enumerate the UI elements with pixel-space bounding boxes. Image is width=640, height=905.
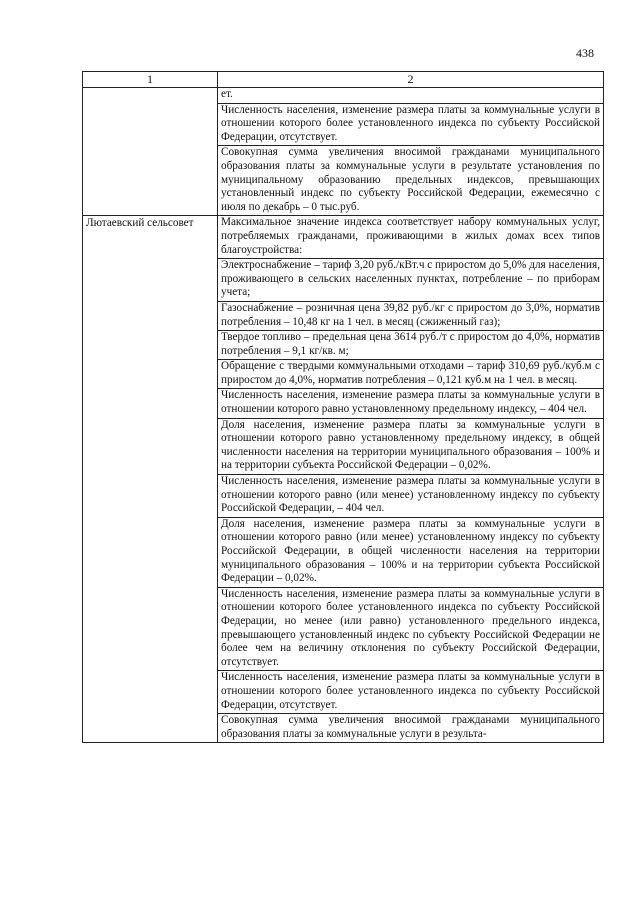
- paragraph: Газоснабжение – розничная цена 39,82 руб./кг с приростом до 3,0%, норматив потребления – 10,48 кг на 1 чел. в месяц (сжиженный газ);: [221, 301, 600, 328]
- table-row: [83, 216, 604, 743]
- paragraph: Численность населения, изменение размера платы за коммунальные услуги в отношении которого более установленного индекса по субъекту Российской Федерации, но менее (или равно) установленного предельного индекса, превышающего установленный индекс по субъекту Российской Федерации не более чем на величину отклонения по субъекту Российской Федерации, отсутствует.: [221, 587, 600, 668]
- municipality-cell: [83, 216, 218, 743]
- column-header-2: 2: [218, 72, 604, 88]
- paragraph: Численность населения, изменение размера платы за коммунальные услуги в отношении которого более установленного индекса по субъекту Российской Федерации, отсутствует.: [221, 103, 600, 143]
- paragraph: Доля населения, изменение размера платы за коммунальные услуги в отношении которого равно установленному предельному индексу, в общей численности населения на территории муниципального образования – 100% и на территории субъекта Российской Федерации – 0,02%.: [221, 418, 600, 472]
- description-cell: [218, 88, 604, 216]
- page-number: 438: [576, 46, 594, 60]
- table-row: [83, 88, 604, 216]
- column-header-1: 1: [83, 72, 218, 88]
- paragraph: Твердое топливо – предельная цена 3614 руб./т с приростом до 4,0%, норматив потребления – 9,1 кг/кв. м;: [221, 331, 600, 357]
- paragraph: Совокупная сумма увеличения вносимой гражданами муниципального образования платы за коммунальные услуги в результате установления по муниципальному образованию предельных индексов, превышающих установленный индекс по субъекту Российской Федерации, ежемесячно с июля по декабрь – 0 тыс.руб.: [221, 146, 600, 213]
- paragraph: Численность населения, изменение размера платы за коммунальные услуги в отношении которого более установленного индекса по субъекту Российской Федерации, отсутствует.: [221, 671, 600, 711]
- municipality-name: Лютаевский сельсовет: [86, 217, 194, 230]
- paragraph: ет.: [221, 88, 233, 100]
- paragraph: Максимальное значение индекса соответствует набору коммунальных услуг, потребляемых гражданами, проживающими в жилых домах всех типов благоустройства:: [221, 216, 600, 256]
- data-table: [82, 71, 604, 743]
- description-cell: [218, 216, 604, 743]
- table-header-row: [83, 72, 604, 88]
- paragraph: Численность населения, изменение размера платы за коммунальные услуги в отношении которого равно (или менее) установленному индексу по субъекту Российской Федерации, – 404 чел.: [221, 475, 600, 515]
- municipality-name: [86, 88, 214, 89]
- paragraph: Численность населения, изменение размера платы за коммунальные услуги в отношении которого равно установленному предельному индексу, – 404 чел.: [221, 389, 600, 416]
- paragraph: Доля населения, изменение размера платы за коммунальные услуги в отношении которого равно (или менее) установленному индексу по субъекту Российской Федерации, в общей численности населения на территории муниципального образования – 100% и на территории субъекта Российской Федерации – 0,02%.: [221, 517, 600, 585]
- paragraph: Электроснабжение – тариф 3,20 руб./кВт.ч с приростом до 5,0% для населения, проживающего в сельских населенных пунктах, потребление – по приборам учета;: [221, 259, 600, 299]
- paragraph: Совокупная сумма увеличения вносимой гражданами муниципального образования платы за коммунальные услуги в результа-: [221, 714, 600, 740]
- paragraph: Обращение с твердыми коммунальными отходами – тариф 310,69 руб./куб.м с приростом до 4,0%, норматив потребления – 0,121 куб.м на 1 чел. в месяц.: [221, 360, 600, 386]
- municipality-cell: [83, 88, 218, 216]
